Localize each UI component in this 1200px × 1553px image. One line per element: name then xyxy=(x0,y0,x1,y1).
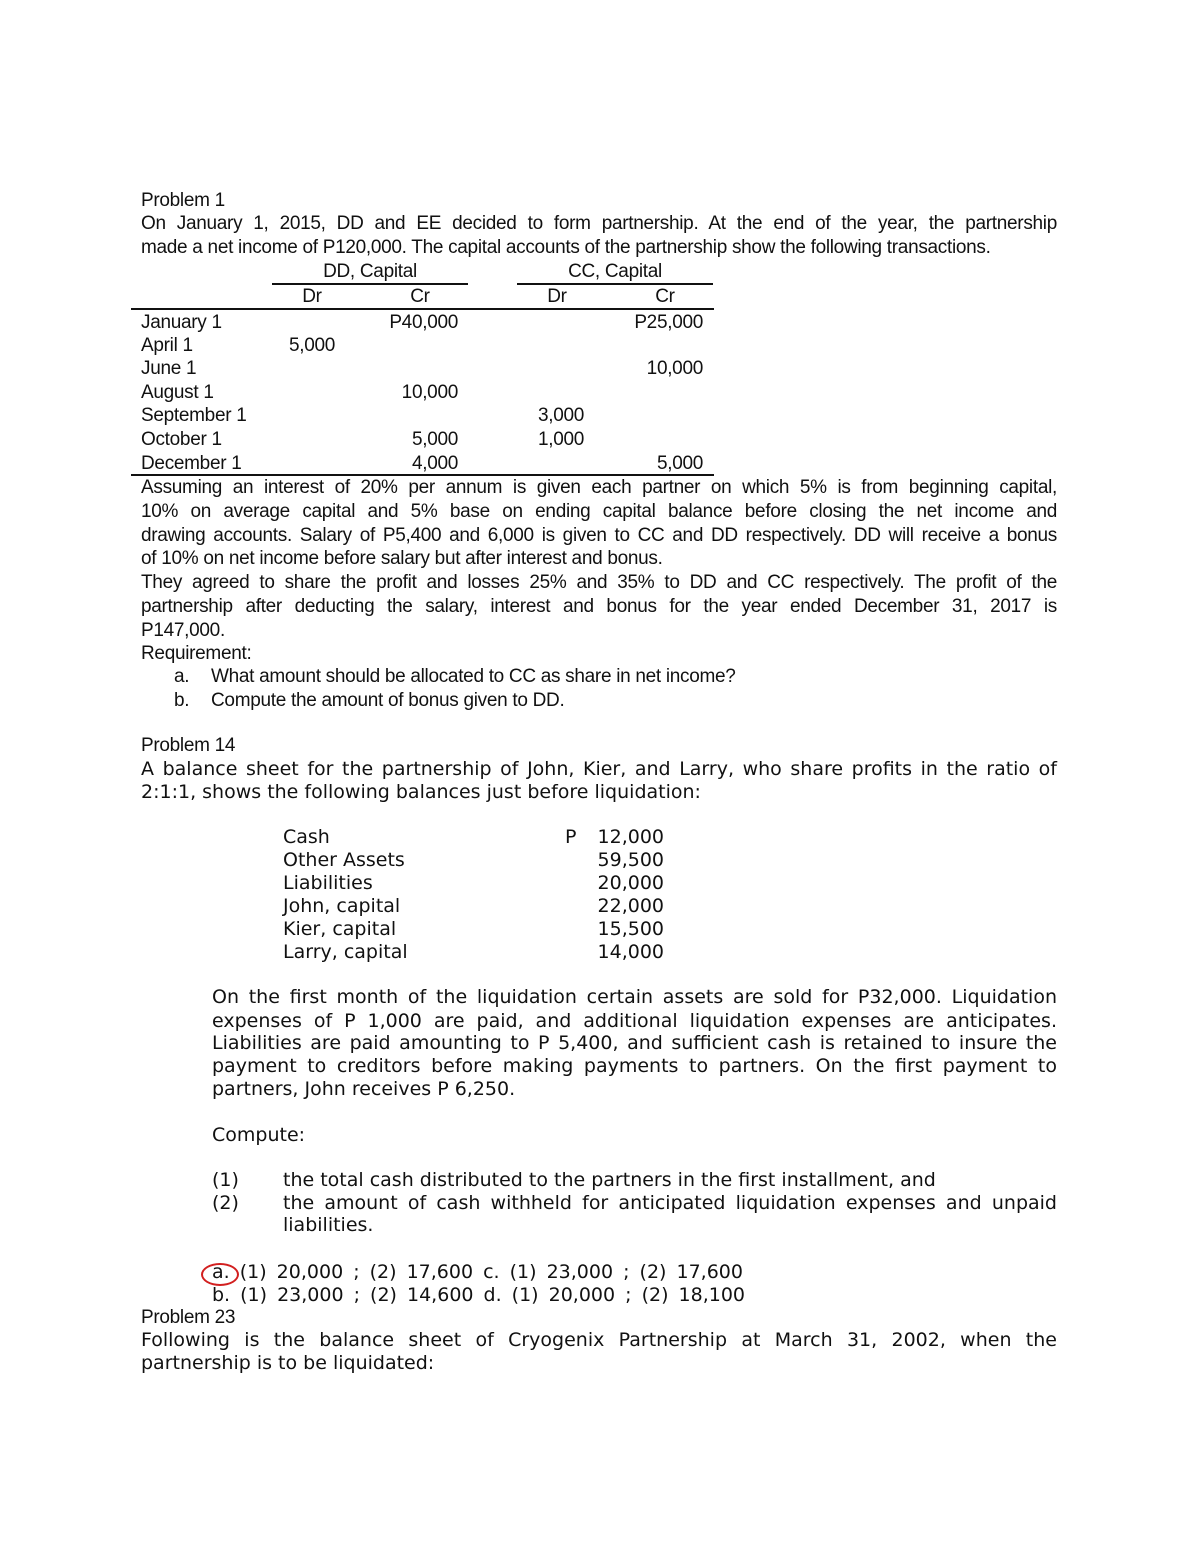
problem-14-paragraph-line: partners, John receives P 6,250. xyxy=(212,1078,516,1100)
problem-14-paragraph-line: payment to creditors before making payments to partners. On the first payment to xyxy=(212,1055,1057,1077)
ledger-dd-cr: 5,000 xyxy=(411,429,458,450)
problem-14-paragraph-line: expenses of P 1,000 are paid, and additional liquidation expenses are anticipates. xyxy=(212,1010,1057,1032)
balance-label: Kier, capital xyxy=(283,918,397,940)
problem-14-intro-line: 2:1:1, shows the following balances just before liquidation: xyxy=(141,781,701,803)
ledger-account-header: CC, Capital xyxy=(568,261,662,282)
ledger-date: August 1 xyxy=(141,382,214,403)
problem-1-body-line: drawing accounts. Salary of P5,400 and 6,000 is given to CC and DD respectively. DD will receive a bonus xyxy=(141,525,1057,546)
ledger-cc-dr: 3,000 xyxy=(537,405,584,426)
ledger-dd-cr: 10,000 xyxy=(401,382,458,403)
requirement-letter: a. xyxy=(174,666,190,687)
answer-choices-line: a. (1) 20,000 ; (2) 17,600 c. (1) 23,000 ; (2) 17,600 xyxy=(212,1261,743,1283)
item-text: the amount of cash withheld for anticipated liquidation expenses and unpaid xyxy=(283,1192,1057,1214)
problem-1-body-line: partnership after deducting the salary, interest and bonus for the year ended December 31, 2017 is xyxy=(141,596,1057,617)
balance-amount: 59,500 xyxy=(597,849,664,871)
problem-23-title: Problem 23 xyxy=(141,1307,236,1328)
ledger-dd-cr: 4,000 xyxy=(411,453,458,474)
balance-amount: 12,000 xyxy=(597,826,664,848)
ledger-date: June 1 xyxy=(141,358,197,379)
problem-14-intro-line: A balance sheet for the partnership of John, Kier, and Larry, who share profits in the ratio of xyxy=(141,758,1057,780)
problem-1-body-line: P147,000. xyxy=(141,620,225,641)
item-number: (2) xyxy=(212,1192,239,1214)
ledger-date: September 1 xyxy=(141,405,247,426)
problem-1-body-line: of 10% on net income before salary but after interest and bonus. xyxy=(141,548,663,569)
problem-1-intro-line: On January 1, 2015, DD and EE decided to form partnership. At the end of the year, the partnership xyxy=(141,213,1057,234)
problem-1-body-line: 10% on average capital and 5% base on ending capital balance before closing the net income and xyxy=(141,501,1057,522)
requirement-letter: b. xyxy=(174,690,190,711)
item-number: (1) xyxy=(212,1169,239,1191)
balance-label: John, capital xyxy=(283,895,401,917)
balance-label: Larry, capital xyxy=(283,941,408,963)
item-text: liabilities. xyxy=(283,1214,374,1236)
ledger-dd-cr: P40,000 xyxy=(389,312,458,333)
answer-choices-line: b. (1) 23,000 ; (2) 14,600 d. (1) 20,000 ; (2) 18,100 xyxy=(212,1284,746,1306)
balance-label: Other Assets xyxy=(283,849,405,871)
ledger-cc-dr: 1,000 xyxy=(537,429,584,450)
currency-symbol: P xyxy=(565,826,577,848)
problem-14-paragraph-line: Liabilities are paid amounting to P 5,400, and sufficient cash is retained to insure the xyxy=(212,1032,1057,1054)
ledger-col-dr: Dr xyxy=(302,286,322,307)
ledger-date: December 1 xyxy=(141,453,242,474)
balance-label: Cash xyxy=(283,826,330,848)
problem-14-paragraph-line: On the first month of the liquidation certain assets are sold for P32,000. Liquidation xyxy=(212,986,1057,1008)
balance-amount: 20,000 xyxy=(597,872,664,894)
ledger-cc-cr: P25,000 xyxy=(634,312,703,333)
requirement-text: Compute the amount of bonus given to DD. xyxy=(211,690,565,711)
ledger-account-header: DD, Capital xyxy=(323,261,417,282)
ledger-cc-cr: 10,000 xyxy=(646,358,703,379)
problem-1-title: Problem 1 xyxy=(141,190,225,211)
problem-1-body-line: They agreed to share the profit and losses 25% and 35% to DD and CC respectively. The profit of the xyxy=(141,572,1057,593)
ledger-date: October 1 xyxy=(141,429,222,450)
ledger-date: April 1 xyxy=(141,335,193,356)
requirement-text: What amount should be allocated to CC as share in net income? xyxy=(211,666,736,687)
item-text: the total cash distributed to the partners in the first installment, and xyxy=(283,1169,936,1191)
ledger-cc-cr: 5,000 xyxy=(656,453,703,474)
ledger-dd-dr: 5,000 xyxy=(289,335,336,356)
balance-amount: 14,000 xyxy=(597,941,664,963)
problem-23-intro-line: partnership is to be liquidated: xyxy=(141,1352,435,1374)
problem-14-title: Problem 14 xyxy=(141,735,236,756)
requirement-label: Requirement: xyxy=(141,643,252,664)
answer-mark-circle xyxy=(201,1263,239,1286)
ledger-column-rule xyxy=(131,308,714,310)
compute-label: Compute: xyxy=(212,1124,306,1146)
balance-label: Liabilities xyxy=(283,872,373,894)
problem-1-intro-line: made a net income of P120,000. The capital accounts of the partnership show the following transactions. xyxy=(141,237,991,258)
balance-amount: 22,000 xyxy=(597,895,664,917)
ledger-col-cr: Cr xyxy=(655,286,675,307)
ledger-date: January 1 xyxy=(141,312,222,333)
problem-1-body-line: Assuming an interest of 20% per annum is given each partner on which 5% is from beginning capital, xyxy=(141,477,1057,498)
problem-23-intro-line: Following is the balance sheet of Cryogenix Partnership at March 31, 2002, when the xyxy=(141,1329,1057,1351)
balance-amount: 15,500 xyxy=(597,918,664,940)
ledger-col-cr: Cr xyxy=(410,286,430,307)
ledger-col-dr: Dr xyxy=(547,286,567,307)
